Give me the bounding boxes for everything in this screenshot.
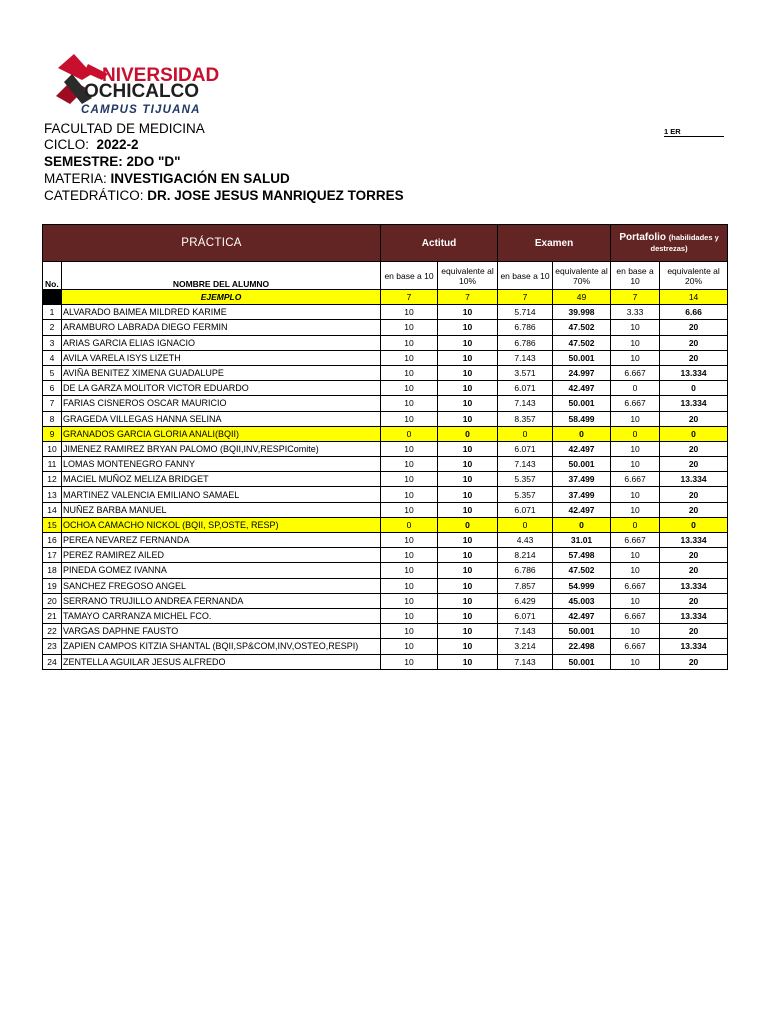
table-row: [43, 411, 728, 426]
example-no-cell: [43, 290, 62, 305]
grade-cell: 6.786: [498, 563, 553, 578]
grade-cell: 10: [381, 502, 438, 517]
period-underline: [664, 136, 724, 137]
grade-cell: 10: [381, 365, 438, 380]
grade-cell: 20: [660, 350, 728, 365]
student-number: 2: [43, 320, 62, 335]
grade-cell: 0: [438, 426, 498, 441]
grade-cell: 0: [660, 426, 728, 441]
table-row: [43, 578, 728, 593]
grade-cell: 10: [438, 305, 498, 320]
grade-cell: 10: [381, 472, 438, 487]
student-number: 9: [43, 426, 62, 441]
table-row: [43, 624, 728, 639]
grade-cell: 10: [381, 533, 438, 548]
grade-cell: 0: [611, 381, 660, 396]
table-row: [43, 639, 728, 654]
table-row: [43, 396, 728, 411]
grade-cell: 24.997: [553, 365, 611, 380]
header-examen-base10: en base a 10: [498, 262, 553, 290]
grade-cell: 7.143: [498, 624, 553, 639]
grade-cell: 45.003: [553, 593, 611, 608]
grade-cell: 3.571: [498, 365, 553, 380]
grade-cell: 10: [438, 335, 498, 350]
grade-cell: 6.667: [611, 608, 660, 623]
grade-cell: 10: [438, 624, 498, 639]
student-number: 15: [43, 517, 62, 532]
student-name: FARIAS CISNEROS OSCAR MAURICIO: [62, 396, 381, 411]
header-actitud: Actitud: [381, 225, 498, 262]
grade-cell: 6.071: [498, 381, 553, 396]
grade-cell: 5.357: [498, 472, 553, 487]
grade-cell: 10: [381, 487, 438, 502]
grade-cell: 7.143: [498, 350, 553, 365]
student-number: 10: [43, 441, 62, 456]
student-number: 21: [43, 608, 62, 623]
table-row: [43, 365, 728, 380]
cycle-value: 2022-2: [96, 137, 139, 152]
group-header-row: [43, 225, 728, 262]
table-row: [43, 381, 728, 396]
example-value: 7: [438, 290, 498, 305]
grade-cell: 10: [381, 335, 438, 350]
grade-cell: 13.334: [660, 365, 728, 380]
grade-cell: 10: [611, 548, 660, 563]
table-row: [43, 608, 728, 623]
student-name: AVILA VARELA ISYS LIZETH: [62, 350, 381, 365]
grade-cell: 42.497: [553, 608, 611, 623]
grade-cell: 6.667: [611, 639, 660, 654]
grade-cell: 0: [611, 517, 660, 532]
teacher-label: CATEDRÁTICO:: [44, 188, 144, 203]
grade-cell: 57.498: [553, 548, 611, 563]
grade-cell: 6.66: [660, 305, 728, 320]
grade-cell: 6.071: [498, 608, 553, 623]
grade-cell: 31.01: [553, 533, 611, 548]
student-number: 24: [43, 654, 62, 669]
student-rows: [43, 305, 728, 670]
grade-cell: 0: [498, 426, 553, 441]
student-name: PINEDA GOMEZ IVANNA: [62, 563, 381, 578]
student-number: 7: [43, 396, 62, 411]
grade-cell: 0: [381, 517, 438, 532]
grade-cell: 6.667: [611, 578, 660, 593]
student-number: 6: [43, 381, 62, 396]
table-row: [43, 457, 728, 472]
grade-cell: 54.999: [553, 578, 611, 593]
grade-cell: 10: [381, 548, 438, 563]
grade-cell: 10: [438, 396, 498, 411]
period-label: 1 ER: [664, 127, 681, 136]
grade-cell: 10: [611, 487, 660, 502]
grade-cell: 10: [611, 350, 660, 365]
grade-cell: 10: [438, 563, 498, 578]
grade-cell: 10: [438, 365, 498, 380]
table-row: [43, 305, 728, 320]
grade-cell: 10: [438, 381, 498, 396]
semester-line: SEMESTRE: 2DO "D": [44, 154, 181, 169]
grade-cell: 7.857: [498, 578, 553, 593]
grade-cell: 0: [660, 381, 728, 396]
grade-cell: 3.214: [498, 639, 553, 654]
header-portafolio-label: Portafolio: [619, 232, 666, 243]
grade-cell: 13.334: [660, 533, 728, 548]
grade-cell: 13.334: [660, 472, 728, 487]
student-number: 5: [43, 365, 62, 380]
student-name: SANCHEZ FREGOSO ANGEL: [62, 578, 381, 593]
student-name: ARAMBURO LABRADA DIEGO FERMIN: [62, 320, 381, 335]
grade-cell: 10: [438, 654, 498, 669]
student-number: 8: [43, 411, 62, 426]
student-name: MACIEL MUÑOZ MELIZA BRIDGET: [62, 472, 381, 487]
student-name: LOMAS MONTENEGRO FANNY: [62, 457, 381, 472]
grade-cell: 37.499: [553, 487, 611, 502]
grade-cell: 0: [660, 517, 728, 532]
header-portafolio-base10: en base a 10: [611, 262, 660, 290]
grade-cell: 13.334: [660, 396, 728, 411]
grade-cell: 58.499: [553, 411, 611, 426]
grade-cell: 7.143: [498, 457, 553, 472]
table-row: [43, 487, 728, 502]
grade-cell: 39.998: [553, 305, 611, 320]
grade-cell: 10: [438, 608, 498, 623]
student-number: 17: [43, 548, 62, 563]
table-row: [43, 441, 728, 456]
grade-cell: 13.334: [660, 608, 728, 623]
grade-cell: 10: [381, 563, 438, 578]
student-number: 22: [43, 624, 62, 639]
grade-cell: 10: [611, 335, 660, 350]
grade-cell: 20: [660, 502, 728, 517]
grade-cell: 10: [438, 457, 498, 472]
example-value: 14: [660, 290, 728, 305]
grade-cell: 0: [553, 426, 611, 441]
student-name: SERRANO TRUJILLO ANDREA FERNANDA: [62, 593, 381, 608]
grade-cell: 0: [381, 426, 438, 441]
grade-cell: 10: [611, 593, 660, 608]
grade-cell: 13.334: [660, 639, 728, 654]
grade-cell: 3.33: [611, 305, 660, 320]
example-value: 7: [498, 290, 553, 305]
grade-cell: 0: [498, 517, 553, 532]
grade-cell: 10: [381, 411, 438, 426]
student-name: MARTINEZ VALENCIA EMILIANO SAMAEL: [62, 487, 381, 502]
grade-cell: 10: [611, 411, 660, 426]
header-practica: PRÁCTICA: [43, 225, 381, 262]
sub-header-row: [43, 262, 728, 290]
grade-cell: 10: [611, 624, 660, 639]
grade-cell: 10: [381, 305, 438, 320]
student-name: OCHOA CAMACHO NICKOL (BQII, SP,OSTE, RESP): [62, 517, 381, 532]
student-number: 20: [43, 593, 62, 608]
student-number: 4: [43, 350, 62, 365]
grade-cell: 10: [381, 350, 438, 365]
logo-campus: CAMPUS TIJUANA: [81, 104, 201, 116]
table-row: [43, 502, 728, 517]
grade-cell: 50.001: [553, 624, 611, 639]
grade-cell: 50.001: [553, 457, 611, 472]
student-name: TAMAYO CARRANZA MICHEL FCO.: [62, 608, 381, 623]
header-examen-equiv: equivalente al 70%: [553, 262, 611, 290]
header-no: No.: [43, 262, 62, 290]
table-row: [43, 517, 728, 532]
grade-cell: 20: [660, 487, 728, 502]
grade-cell: 6.786: [498, 320, 553, 335]
grade-cell: 6.667: [611, 396, 660, 411]
cycle-line: [44, 137, 139, 153]
grade-cell: 10: [438, 502, 498, 517]
subject-value: INVESTIGACIÓN EN SALUD: [110, 171, 290, 186]
grade-cell: 6.429: [498, 593, 553, 608]
student-name: PEREA NEVAREZ FERNANDA: [62, 533, 381, 548]
grade-cell: 20: [660, 593, 728, 608]
table-row: [43, 350, 728, 365]
grade-cell: 42.497: [553, 381, 611, 396]
grade-cell: 50.001: [553, 654, 611, 669]
student-number: 13: [43, 487, 62, 502]
example-row: [43, 290, 728, 305]
student-number: 14: [43, 502, 62, 517]
grade-cell: 50.001: [553, 396, 611, 411]
grade-cell: 10: [381, 457, 438, 472]
grade-cell: 10: [381, 654, 438, 669]
table-row: [43, 563, 728, 578]
grade-cell: 0: [611, 426, 660, 441]
student-number: 19: [43, 578, 62, 593]
grade-cell: 10: [611, 441, 660, 456]
grade-cell: 10: [438, 578, 498, 593]
grade-cell: 6.667: [611, 365, 660, 380]
grade-cell: 6.071: [498, 441, 553, 456]
example-value: 49: [553, 290, 611, 305]
grade-cell: 20: [660, 457, 728, 472]
example-value: 7: [381, 290, 438, 305]
grade-cell: 10: [438, 487, 498, 502]
grade-cell: 20: [660, 411, 728, 426]
grade-cell: 37.499: [553, 472, 611, 487]
grade-cell: 8.214: [498, 548, 553, 563]
grade-cell: 7.143: [498, 654, 553, 669]
grade-cell: 20: [660, 320, 728, 335]
student-number: 12: [43, 472, 62, 487]
grade-cell: 10: [381, 396, 438, 411]
grade-cell: 10: [381, 639, 438, 654]
grade-cell: 10: [438, 593, 498, 608]
logo-word-universidad: NIVERSIDAD: [102, 65, 220, 86]
grade-cell: 10: [611, 502, 660, 517]
grade-cell: 20: [660, 654, 728, 669]
student-name: DE LA GARZA MOLITOR VICTOR EDUARDO: [62, 381, 381, 396]
grade-cell: 47.502: [553, 335, 611, 350]
student-name: GRANADOS GARCIA GLORIA ANALI(BQII): [62, 426, 381, 441]
faculty-line: FACULTAD DE MEDICINA: [44, 121, 205, 136]
grade-cell: 10: [381, 441, 438, 456]
grade-cell: 10: [438, 411, 498, 426]
grade-cell: 10: [438, 548, 498, 563]
grade-cell: 20: [660, 563, 728, 578]
grade-cell: 10: [381, 593, 438, 608]
grade-cell: 22.498: [553, 639, 611, 654]
student-name: ARIAS GARCIA ELIAS IGNACIO: [62, 335, 381, 350]
header-portafolio-equiv: equivalente al 20%: [660, 262, 728, 290]
grade-cell: 10: [381, 381, 438, 396]
grade-cell: 10: [438, 639, 498, 654]
grade-cell: 5.714: [498, 305, 553, 320]
grade-cell: 0: [553, 517, 611, 532]
subject-line: [44, 171, 290, 187]
table-row: [43, 472, 728, 487]
grade-cell: 6.667: [611, 472, 660, 487]
header-actitud-equiv: equivalente al 10%: [438, 262, 498, 290]
table-row: [43, 593, 728, 608]
cycle-label: CICLO:: [44, 137, 90, 152]
subject-label: MATERIA:: [44, 171, 107, 186]
teacher-line: [44, 188, 404, 204]
grade-cell: 10: [611, 320, 660, 335]
table-row: [43, 533, 728, 548]
teacher-value: DR. JOSE JESUS MANRIQUEZ TORRES: [147, 188, 404, 203]
student-name: AVIÑA BENITEZ XIMENA GUADALUPE: [62, 365, 381, 380]
example-value: 7: [611, 290, 660, 305]
grade-cell: 20: [660, 624, 728, 639]
grade-cell: 10: [438, 320, 498, 335]
student-number: 23: [43, 639, 62, 654]
header-nombre: NOMBRE DEL ALUMNO: [62, 262, 381, 290]
student-name: NUÑEZ BARBA MANUEL: [62, 502, 381, 517]
grade-cell: 20: [660, 441, 728, 456]
student-number: 18: [43, 563, 62, 578]
header-examen: Examen: [498, 225, 611, 262]
grade-cell: 10: [438, 350, 498, 365]
grade-cell: 10: [611, 563, 660, 578]
student-name: JIMENEZ RAMIREZ BRYAN PALOMO (BQII,INV,RESPIComite): [62, 441, 381, 456]
grade-cell: 10: [438, 441, 498, 456]
student-name: ZAPIEN CAMPOS KITZIA SHANTAL (BQII,SP&COM,INV,OSTEO,RESPI): [62, 639, 381, 654]
student-name: VARGAS DAPHNE FAUSTO: [62, 624, 381, 639]
student-number: 1: [43, 305, 62, 320]
student-name: ZENTELLA AGUILAR JESUS ALFREDO: [62, 654, 381, 669]
grade-cell: 10: [438, 472, 498, 487]
grade-cell: 10: [381, 578, 438, 593]
grade-cell: 42.497: [553, 441, 611, 456]
table-row: [43, 335, 728, 350]
grade-cell: 8.357: [498, 411, 553, 426]
logo-word-xochicalco: OCHICALCO: [84, 81, 200, 102]
grade-cell: 50.001: [553, 350, 611, 365]
table-row: [43, 548, 728, 563]
grade-cell: 13.334: [660, 578, 728, 593]
table-row: [43, 654, 728, 669]
grade-cell: 6.667: [611, 533, 660, 548]
header-portafolio-note: (habilidades y destrezas): [650, 233, 719, 253]
grade-cell: 10: [381, 320, 438, 335]
example-label: EJEMPLO: [62, 290, 381, 305]
grade-cell: 5.357: [498, 487, 553, 502]
grade-cell: 10: [381, 608, 438, 623]
grade-cell: 7.143: [498, 396, 553, 411]
grade-cell: 6.071: [498, 502, 553, 517]
student-name: PEREZ RAMIREZ AILED: [62, 548, 381, 563]
grade-cell: 0: [438, 517, 498, 532]
table-row: [43, 426, 728, 441]
student-number: 3: [43, 335, 62, 350]
grade-cell: 4.43: [498, 533, 553, 548]
student-number: 11: [43, 457, 62, 472]
grade-cell: 10: [611, 457, 660, 472]
table-row: [43, 320, 728, 335]
grades-table: [42, 224, 728, 670]
header-actitud-base10: en base a 10: [381, 262, 438, 290]
student-name: ALVARADO BAIMEA MILDRED KARIME: [62, 305, 381, 320]
grade-cell: 6.786: [498, 335, 553, 350]
grade-cell: 42.497: [553, 502, 611, 517]
grade-cell: 20: [660, 335, 728, 350]
student-name: GRAGEDA VILLEGAS HANNA SELINA: [62, 411, 381, 426]
header-portafolio: [611, 225, 728, 262]
grade-cell: 10: [381, 624, 438, 639]
grade-cell: 47.502: [553, 563, 611, 578]
student-number: 16: [43, 533, 62, 548]
grade-cell: 20: [660, 548, 728, 563]
grade-cell: 47.502: [553, 320, 611, 335]
grade-cell: 10: [438, 533, 498, 548]
grade-cell: 10: [611, 654, 660, 669]
